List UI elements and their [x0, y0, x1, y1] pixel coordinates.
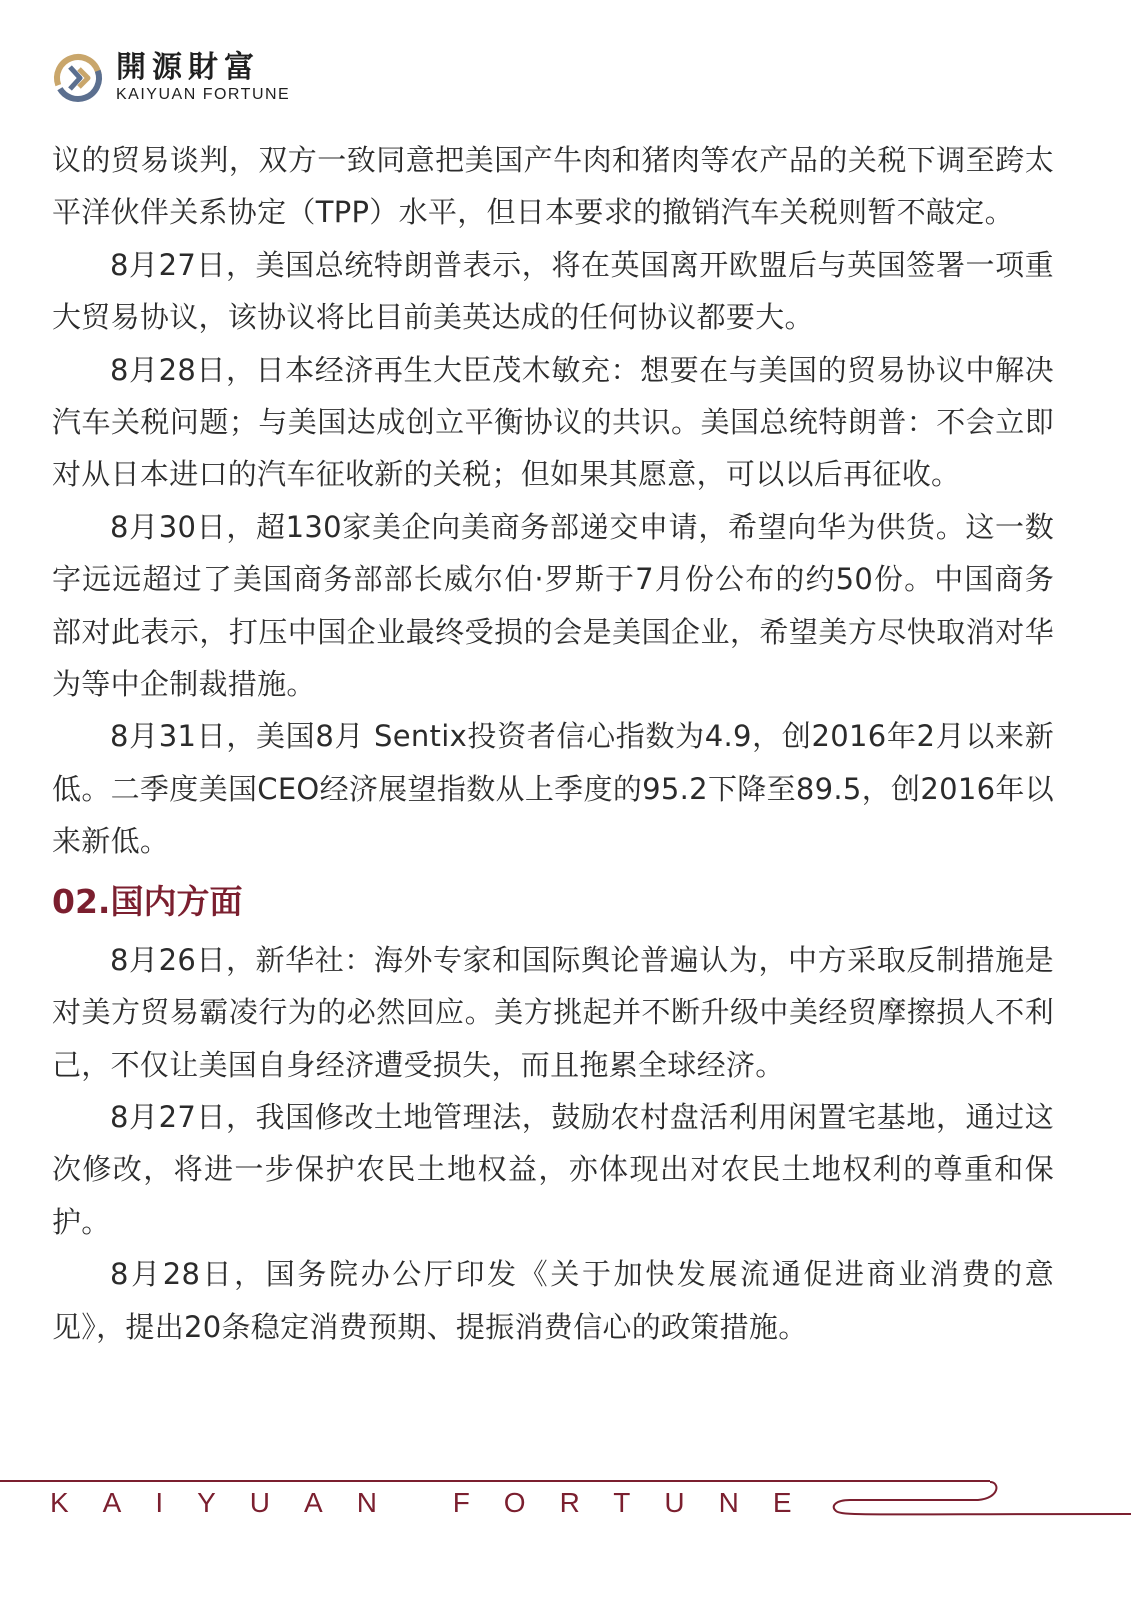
paragraph-aug26-xinhua: 8月26日，新华社：海外专家和国际舆论普遍认为，中方采取反制措施是对美方贸易霸凌行为的必然回应。美方挑起并不断升级中美经贸摩擦损人不利己，不仅让美国自身经济遭受损失，而且拖累全球经济。	[52, 942, 1054, 1082]
paragraph-aug28-state-council: 8月28日，国务院办公厅印发《关于加快发展流通促进商业消费的意见》，提出20条稳定消费预期、提振消费信心的政策措施。	[52, 1257, 1054, 1344]
logo-chinese-name: 開源財富	[116, 50, 260, 85]
paragraph-aug27-uk-deal: 8月27日，美国总统特朗普表示，将在英国离开欧盟后与英国签署一项重大贸易协议，该协议将比目前美英达成的任何协议都要大。	[52, 247, 1054, 335]
footer	[0, 1470, 1131, 1540]
paragraph-aug31-sentix: 8月31日，美国8月 Sentix投资者信心指数为4.9，创2016年2月以来新低。二季度美国CEO经济展望指数从上季度的95.2下降至89.5，创2016年以来新低。	[52, 719, 1054, 859]
paragraph-tpp-continuation: 议的贸易谈判，双方一致同意把美国产牛肉和猪肉等农产品的关税下调至跨太平洋伙伴关系协定（TPP）水平，但日本要求的撤销汽车关税则暂不敲定。	[52, 143, 1054, 230]
paragraph-aug30-huawei: 8月30日，超130家美企向美商务部递交申请，希望向华为供货。这一数字远远超过了美国商务部部长威尔伯·罗斯于7月份公布的约50份。中国商务部对此表示，打压中国企业最终受损的会是美国企业，希望美方尽快取消对华为等中企制裁措施。	[52, 509, 1054, 702]
paragraph-aug27-land-law: 8月27日，我国修改土地管理法，鼓励农村盘活利用闲置宅基地，通过这次修改，将进一步保护农民土地权益，亦体现出对农民土地权利的尊重和保护。	[52, 1099, 1054, 1239]
paragraph-aug28-japan-tariffs: 8月28日，日本经济再生大臣茂木敏充：想要在与美国的贸易协议中解决汽车关税问题；与美国达成创立平衡协议的共识。美国总统特朗普：不会立即对从日本进口的汽车征收新的关税；但如果其愿意，可以以后再征收。	[52, 352, 1054, 492]
footer-brand: KAIYUAN FORTUNE	[50, 1487, 826, 1518]
kaiyuan-logo-icon	[52, 52, 104, 104]
section-title-domestic: 02.国内方面	[52, 881, 243, 921]
footer-swoosh-icon	[828, 1476, 1131, 1526]
logo-english-name: KAIYUAN FORTUNE	[116, 86, 291, 103]
article-body	[52, 134, 1054, 1353]
header	[52, 48, 290, 108]
logo-text	[116, 51, 290, 105]
